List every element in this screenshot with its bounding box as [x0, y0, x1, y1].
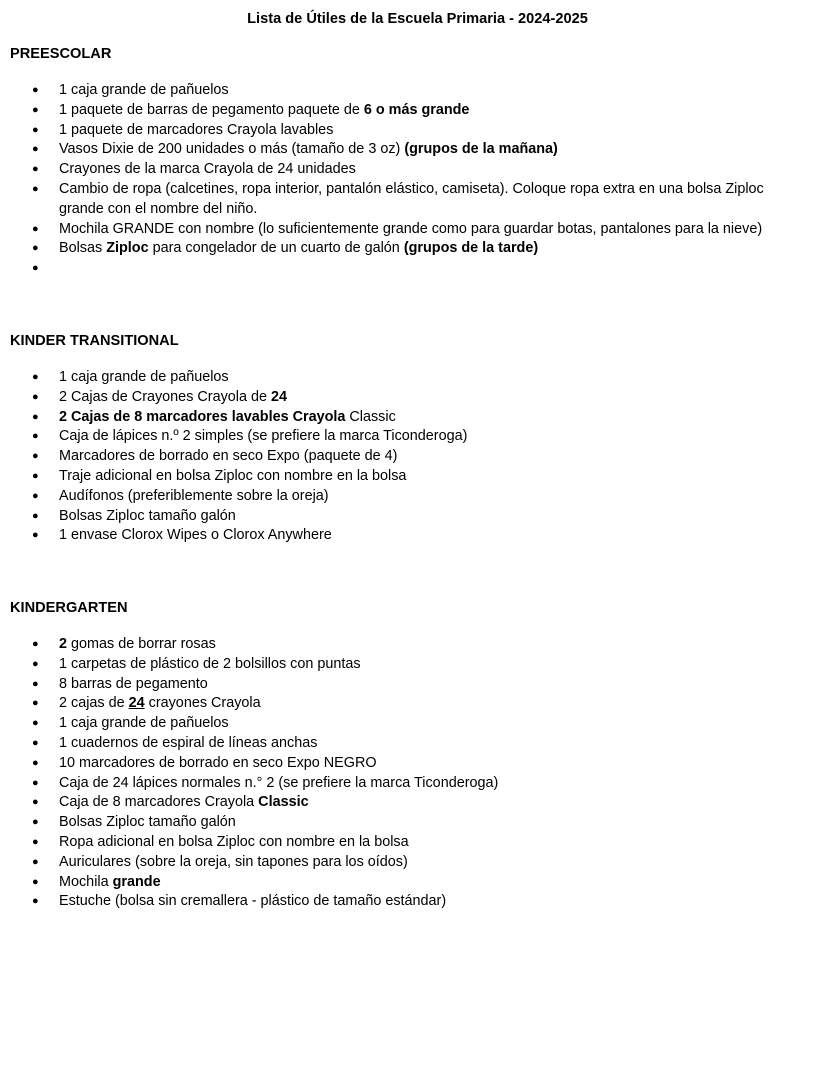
list-item: [10, 833, 810, 853]
bullet-icon: ●: [32, 875, 39, 888]
list-item: [10, 635, 810, 655]
item-text: Marcadores de borrado en seco Expo (paquete de 4): [59, 448, 398, 465]
list-item: [10, 259, 810, 279]
item-text: Caja de 24 lápices normales n.° 2 (se prefiere la marca Ticonderoga): [59, 774, 499, 791]
item-text: Auriculares (sobre la oreja, sin tapones para los oídos): [59, 853, 408, 870]
item-text: 2 Cajas de Crayones Crayola de: [59, 388, 271, 405]
item-text: Cambio de ropa (calcetines, ropa interior, pantalón elástico, camiseta). Coloque ropa extra en una bolsa Ziploc grande con el nombre del niño.: [59, 180, 764, 217]
bullet-icon: ●: [32, 736, 39, 749]
supply-list: [10, 368, 810, 546]
bullet-icon: ●: [32, 143, 39, 156]
item-text: Audífonos (preferiblemente sobre la oreja): [59, 487, 329, 504]
bullet-icon: ●: [32, 895, 39, 908]
bullet-icon: ●: [32, 835, 39, 848]
item-text: 2 Cajas de 8 marcadores lavables Crayola: [59, 408, 346, 425]
list-item: [10, 160, 810, 180]
item-text: Estuche (bolsa sin cremallera - plástico de tamaño estándar): [59, 893, 447, 910]
item-text: 6 o más grande: [363, 101, 470, 118]
list-item: [10, 81, 810, 101]
list-item: [10, 853, 810, 873]
document-title: Lista de Útiles de la Escuela Primaria - 2024-2025: [247, 11, 588, 27]
list-item: [10, 487, 810, 507]
section-heading: KINDERGARTEN: [10, 600, 128, 616]
bullet-icon: ●: [32, 529, 39, 542]
item-text: Bolsas: [59, 240, 107, 257]
bullet-icon: ●: [32, 242, 39, 255]
bullet-icon: ●: [32, 371, 39, 383]
list-item: [10, 239, 810, 259]
bullet-icon: ●: [32, 796, 39, 809]
supply-list: [10, 635, 810, 912]
supply-list: [10, 81, 810, 279]
bullet-icon: ●: [32, 855, 39, 868]
item-text: 1 paquete de barras de pegamento paquete de: [59, 101, 364, 118]
section-kinder-transitional: [10, 331, 810, 546]
item-text: (grupos de la tarde): [403, 240, 539, 257]
bullet-icon: ●: [32, 163, 39, 176]
item-text: Ropa adicional en bolsa Ziploc con nombre en la bolsa: [59, 833, 409, 850]
item-text: Caja de 8 marcadores Crayola: [59, 794, 259, 811]
item-text: Traje adicional en bolsa Ziploc con nombre en la bolsa: [59, 467, 407, 484]
bullet-icon: ●: [32, 509, 39, 522]
list-item: [10, 180, 810, 220]
list-item: [10, 427, 810, 447]
item-text: Ziploc: [106, 240, 149, 257]
list-item: [10, 694, 810, 714]
list-item: [10, 892, 810, 912]
bullet-icon: ●: [32, 489, 39, 502]
bullet-icon: ●: [32, 410, 39, 423]
bullet-icon: ●: [32, 430, 39, 443]
list-item: [10, 675, 810, 695]
item-text: 2: [59, 636, 68, 652]
item-text: Caja de lápices n.º 2 simples (se prefiere la marca Ticonderoga): [59, 428, 468, 445]
list-item: [10, 140, 810, 160]
item-text: (grupos de la mañana): [404, 141, 558, 158]
bullet-icon: ●: [32, 816, 39, 829]
item-text: Classic: [345, 408, 396, 425]
item-text: 8 barras de pegamento: [59, 675, 208, 692]
bullet-icon: ●: [32, 677, 39, 690]
bullet-icon: ●: [32, 390, 39, 403]
list-item: [10, 526, 810, 546]
item-text: 2 cajas de: [59, 695, 129, 712]
bullet-icon: ●: [32, 182, 39, 195]
list-item: [10, 447, 810, 467]
bullet-icon: ●: [32, 657, 39, 670]
bullet-icon: ●: [32, 756, 39, 769]
list-item: [10, 368, 810, 388]
list-item: [10, 655, 810, 675]
list-item: [10, 754, 810, 774]
item-text: 1 envase Clorox Wipes o Clorox Anywhere: [59, 527, 332, 544]
item-text: Classic: [258, 794, 309, 811]
section-heading: PREESCOLAR: [10, 46, 112, 62]
list-item: [10, 467, 810, 487]
section-kindergarten: [10, 598, 810, 912]
item-text: Mochila GRANDE con nombre (lo suficientemente grande como para guardar botas, pantalones para la nieve): [59, 220, 763, 237]
item-text: Bolsas Ziploc tamaño galón: [59, 507, 236, 524]
bullet-icon: ●: [32, 469, 39, 482]
item-text: Bolsas Ziploc tamaño galón: [59, 814, 236, 831]
bullet-icon: ●: [32, 776, 39, 789]
item-text: gomas de borrar rosas: [67, 636, 216, 652]
bullet-icon: ●: [32, 262, 39, 275]
item-text: 1 carpetas de plástico de 2 bolsillos con puntas: [59, 655, 361, 672]
item-text: 1 caja grande de pañuelos: [59, 715, 229, 732]
item-text: crayones Crayola: [144, 695, 261, 712]
item-text: Mochila: [59, 873, 113, 890]
item-text: Crayones de la marca Crayola de 24 unidades: [59, 161, 356, 178]
list-item: [10, 734, 810, 754]
list-item: [10, 101, 810, 121]
item-text: 1 caja grande de pañuelos: [59, 369, 229, 385]
item-text: para congelador de un cuarto de galón: [148, 240, 404, 257]
bullet-icon: ●: [32, 450, 39, 463]
item-text: 24: [128, 695, 145, 712]
section-heading: KINDER TRANSITIONAL: [10, 333, 179, 349]
list-item: [10, 220, 810, 240]
bullet-icon: ●: [32, 222, 39, 235]
list-item: [10, 774, 810, 794]
item-text: 10 marcadores de borrado en seco Expo NEGRO: [59, 754, 377, 771]
item-text: 1 paquete de marcadores Crayola lavables: [59, 121, 334, 138]
section-preescolar: [10, 44, 810, 279]
item-text: 1 caja grande de pañuelos: [59, 82, 229, 98]
list-item: [10, 388, 810, 408]
item-text: grande: [112, 873, 161, 890]
bullet-icon: ●: [32, 697, 39, 710]
item-text: 24: [270, 388, 287, 405]
list-item: [10, 507, 810, 527]
list-item: [10, 793, 810, 813]
bullet-icon: ●: [32, 123, 39, 136]
list-item: [10, 121, 810, 141]
item-text: Vasos Dixie de 200 unidades o más (tamaño de 3 oz): [59, 141, 405, 158]
bullet-icon: ●: [32, 638, 39, 650]
item-text: 1 cuadernos de espiral de líneas anchas: [59, 734, 318, 751]
list-item: [10, 408, 810, 428]
list-item: [10, 714, 810, 734]
bullet-icon: ●: [32, 84, 39, 96]
bullet-icon: ●: [32, 717, 39, 730]
bullet-icon: ●: [32, 103, 39, 116]
list-item: [10, 873, 810, 893]
list-item: [10, 813, 810, 833]
